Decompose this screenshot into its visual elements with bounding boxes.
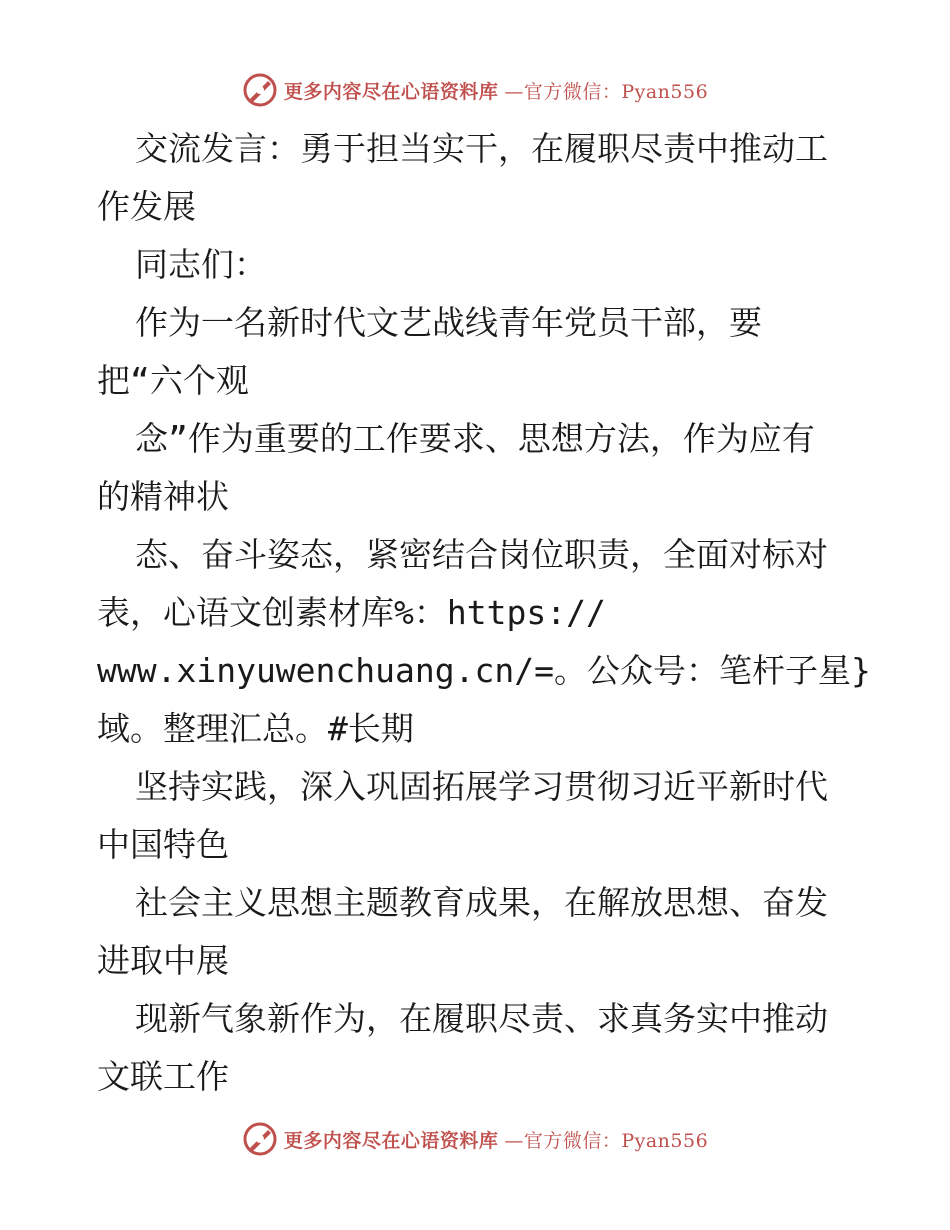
pen-logo-icon	[242, 1121, 278, 1157]
text-line: 表，心语文创素材库%：https://	[97, 593, 606, 632]
text-line: 态、奋斗姿态，紧密结合岗位职责，全面对标对	[135, 535, 828, 574]
text-line: 中国特色	[97, 825, 229, 864]
text-line: 社会主义思想主题教育成果，在解放思想、奋发	[135, 883, 828, 922]
pen-logo-icon	[242, 72, 278, 108]
text-line: 坚持实践，深入巩固拓展学习贯彻习近平新时代	[135, 767, 828, 806]
text-line: 现新气象新作为，在履职尽责、求真务实中推动	[135, 999, 828, 1038]
watermark-wechat: —官方微信：Pyan556	[504, 1129, 709, 1152]
watermark-brand: 更多内容尽在心语资料库	[283, 1129, 499, 1152]
text-line: 进取中展	[97, 941, 229, 980]
document-body	[97, 120, 871, 1106]
text-line: 域。整理汇总。#长期	[97, 709, 414, 748]
text-line: 作为一名新时代文艺战线青年党员干部，要	[135, 303, 762, 342]
footer-watermark	[0, 1117, 950, 1161]
text-line: www.xinyuwenchuang.cn/=。公众号：笔杆子星}	[97, 651, 871, 690]
header-watermark	[0, 68, 950, 112]
text-line: 同志们：	[135, 245, 267, 284]
watermark-wechat: —官方微信：Pyan556	[504, 80, 709, 103]
watermark-brand: 更多内容尽在心语资料库	[283, 80, 499, 103]
text-line: 的精神状	[97, 477, 229, 516]
text-line: 把“六个观	[97, 361, 249, 400]
text-line: 作发展	[97, 187, 196, 226]
text-line: 交流发言：勇于担当实干，在履职尽责中推动工	[135, 129, 828, 168]
text-line: 念”作为重要的工作要求、思想方法，作为应有	[135, 419, 815, 458]
text-line: 文联工作	[97, 1057, 229, 1096]
